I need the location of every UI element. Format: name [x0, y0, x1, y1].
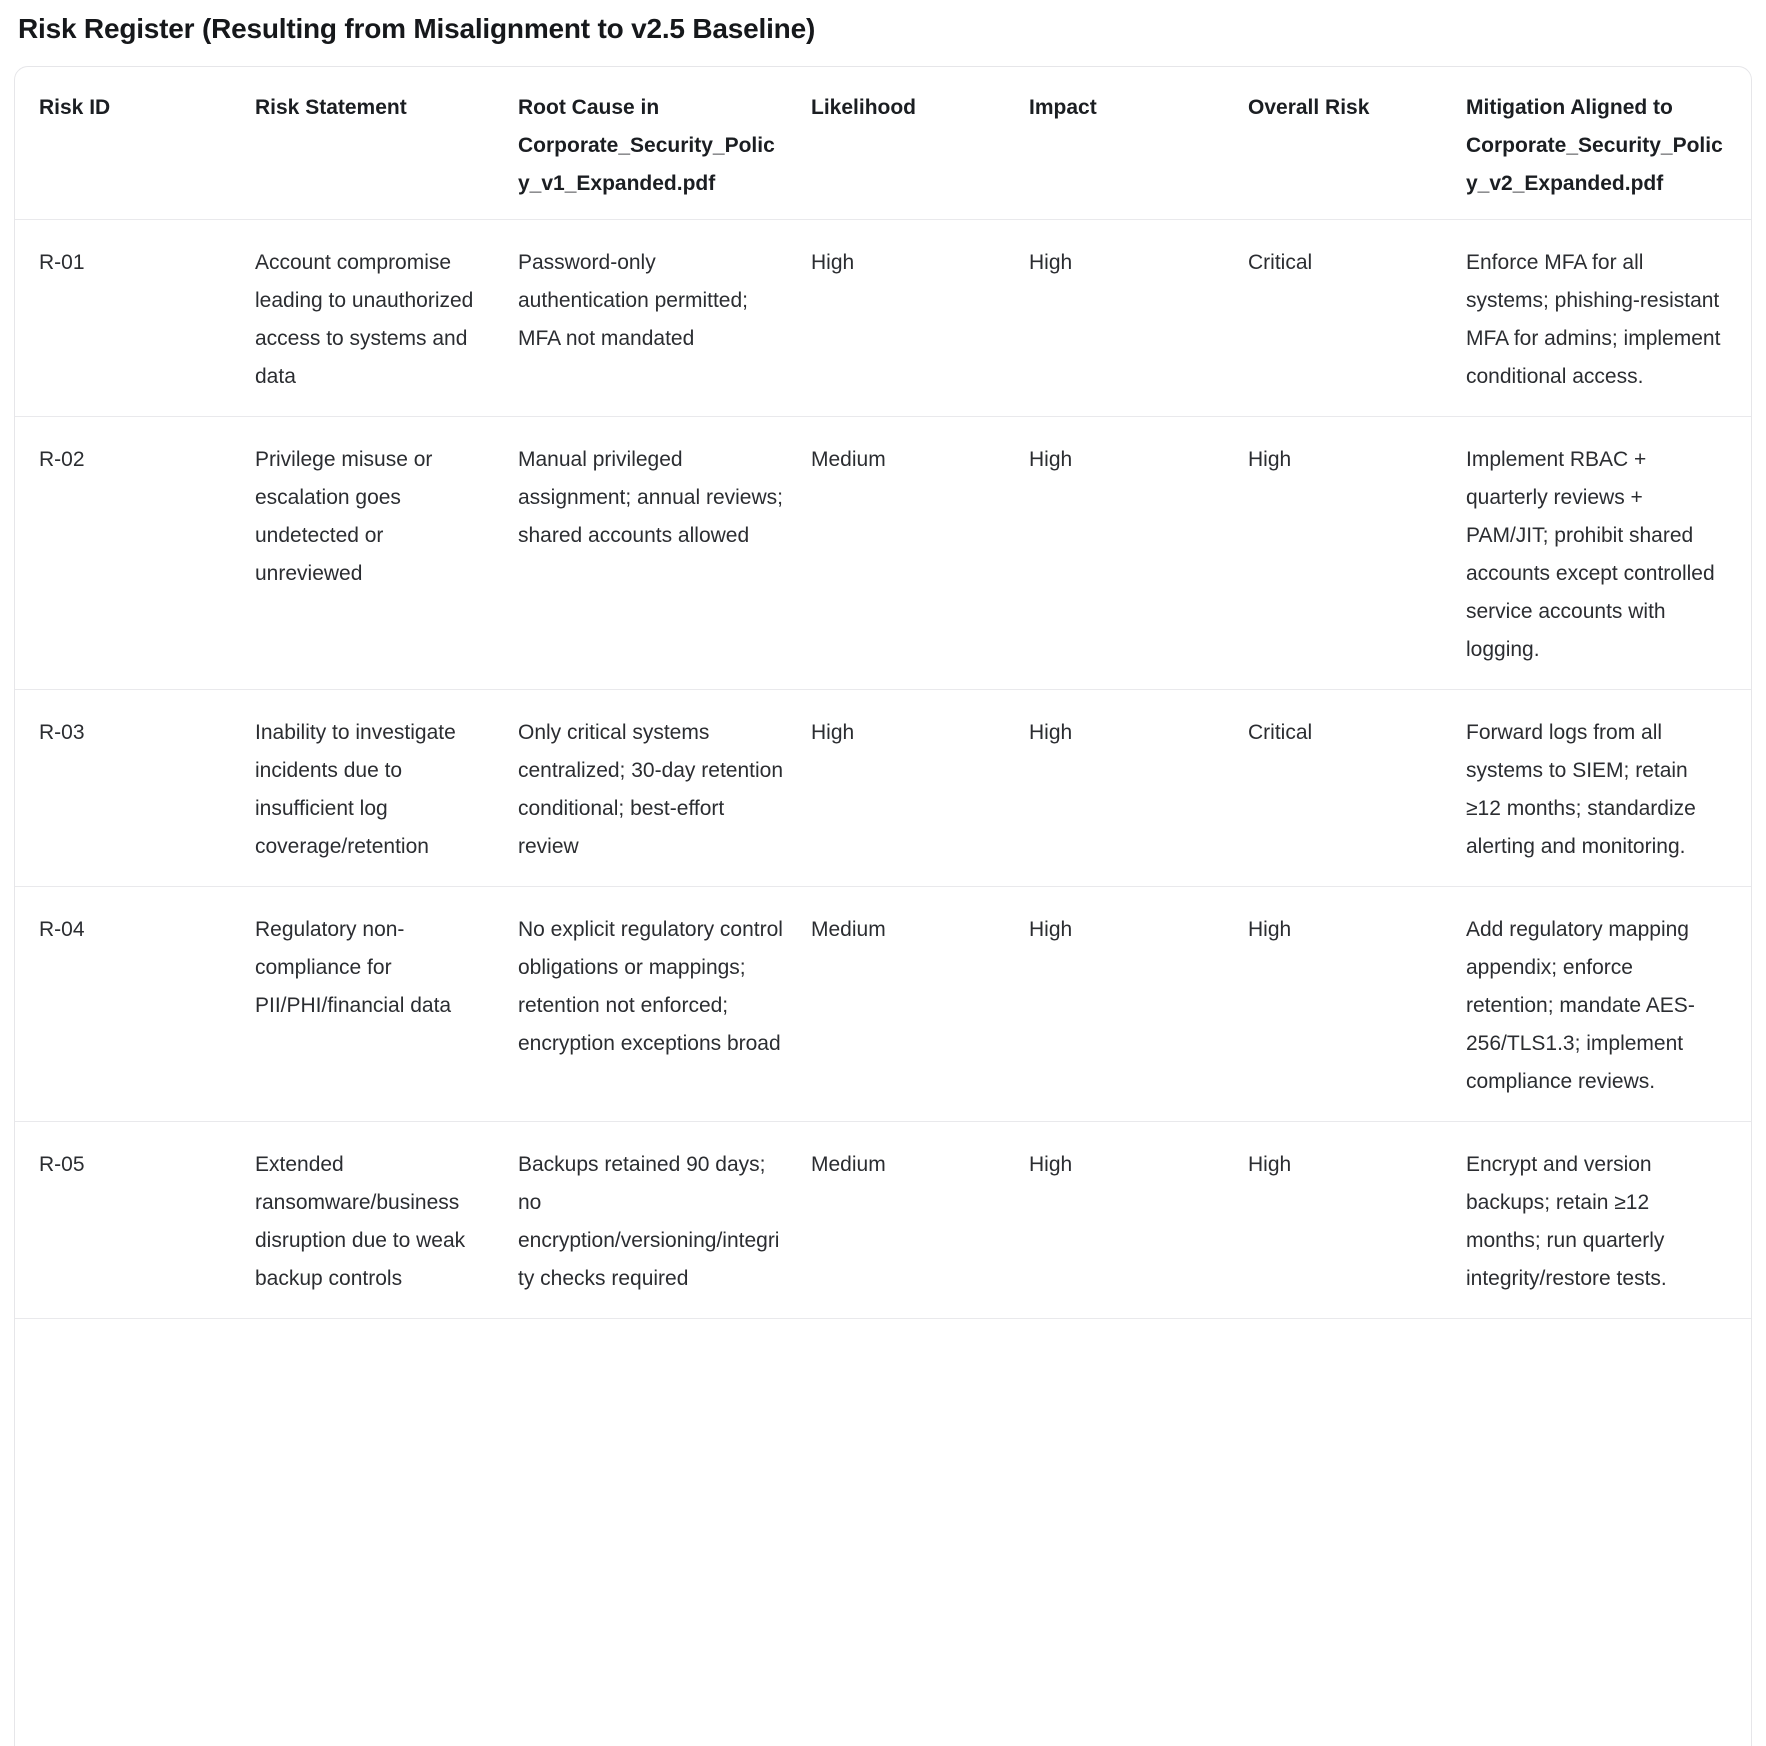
cell-overall-risk: High [1248, 1153, 1292, 1176]
cell-impact: High [1029, 721, 1073, 744]
risk-register-table [15, 67, 1751, 1439]
column-header-root-cause: Root Cause in Corporate_Security_Policy_v1_Expanded.pdf [518, 96, 775, 195]
cell-risk-id: R-02 [39, 448, 85, 471]
cell-root-cause: Backups retained 90 days; no encryption/versioning/integrity checks required [518, 1153, 780, 1290]
table-row [15, 1122, 1751, 1319]
cell-risk-id: R-05 [39, 1153, 85, 1176]
cell-mitigation: Add regulatory mapping appendix; enforce retention; mandate AES-256/TLS1.3; implement compliance reviews. [1466, 918, 1695, 1093]
cell-risk-statement: Account compromise leading to unauthorized access to systems and data [255, 251, 474, 388]
cell-risk-statement: Privilege misuse or escalation goes undetected or unreviewed [255, 448, 433, 585]
risk-register-card [14, 66, 1752, 1746]
table-row [15, 690, 1751, 887]
cell-overall-risk: High [1248, 448, 1292, 471]
cell-risk-statement: Inability to investigate incidents due to insufficient log coverage/retention [255, 721, 456, 858]
cell-risk-statement: Regulatory non-compliance for PII/PHI/financial data [255, 918, 452, 1017]
cell-overall-risk: Critical [1248, 721, 1313, 744]
cell-mitigation: Enforce MFA for all systems; phishing-resistant MFA for admins; implement conditional access. [1466, 251, 1721, 388]
table-row-partial [15, 1319, 1751, 1439]
cell-impact: High [1029, 448, 1073, 471]
cell-likelihood: Medium [811, 448, 886, 471]
table-row [15, 887, 1751, 1122]
column-header-risk-id: Risk ID [39, 96, 111, 119]
cell-risk-id: R-03 [39, 721, 85, 744]
cell-root-cause: Password-only authentication permitted; MFA not mandated [518, 251, 748, 350]
cell-impact: High [1029, 251, 1073, 274]
cell-empty [15, 1319, 1751, 1439]
cell-likelihood: High [811, 251, 855, 274]
cell-impact: High [1029, 1153, 1073, 1176]
cell-root-cause: No explicit regulatory control obligations or mappings; retention not enforced; encryption exceptions broad [518, 918, 783, 1055]
cell-mitigation: Encrypt and version backups; retain ≥12 months; run quarterly integrity/restore tests. [1466, 1153, 1667, 1290]
cell-risk-statement: Extended ransomware/business disruption due to weak backup controls [255, 1153, 466, 1290]
cell-root-cause: Manual privileged assignment; annual reviews; shared accounts allowed [518, 448, 783, 547]
column-header-overall-risk: Overall Risk [1248, 96, 1370, 119]
cell-mitigation: Forward logs from all systems to SIEM; retain ≥12 months; standardize alerting and monitoring. [1466, 721, 1696, 858]
cell-mitigation: Implement RBAC + quarterly reviews + PAM/JIT; prohibit shared accounts except controlled service accounts with logging. [1466, 448, 1715, 661]
cell-overall-risk: Critical [1248, 251, 1313, 274]
table-row [15, 220, 1751, 417]
table-row [15, 417, 1751, 690]
column-header-impact: Impact [1029, 96, 1097, 119]
cell-impact: High [1029, 918, 1073, 941]
column-header-mitigation: Mitigation Aligned to Corporate_Security_Policy_v2_Expanded.pdf [1466, 96, 1723, 195]
column-header-risk-statement: Risk Statement [255, 96, 407, 119]
cell-likelihood: High [811, 721, 855, 744]
cell-risk-id: R-01 [39, 251, 85, 274]
column-header-likelihood: Likelihood [811, 96, 916, 119]
cell-risk-id: R-04 [39, 918, 85, 941]
cell-likelihood: Medium [811, 918, 886, 941]
header-row [15, 67, 1751, 220]
cell-root-cause: Only critical systems centralized; 30-day retention conditional; best-effort review [518, 721, 783, 858]
page-title: Risk Register (Resulting from Misalignment to v2.5 Baseline) [18, 13, 816, 44]
cell-likelihood: Medium [811, 1153, 886, 1176]
cell-overall-risk: High [1248, 918, 1292, 941]
